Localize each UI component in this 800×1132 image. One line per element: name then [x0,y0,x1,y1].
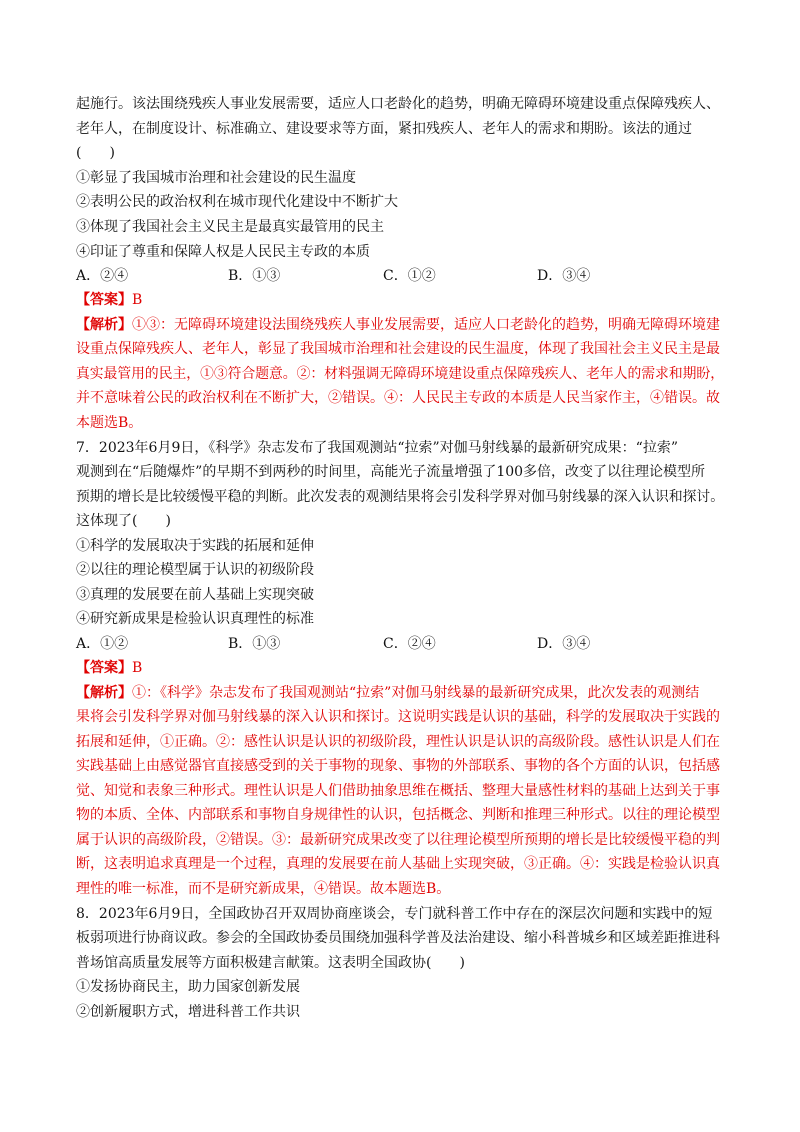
q7-analysis-line: 断，这表明追求真理是一个过程，真理的发展要在前人基础上实现突破，③正确。④：实践是检验认识真 [76,856,720,872]
q6-stem-line: 老年人，在制度设计、标准确立、建设要求等方面，紧扣残疾人、老年人的需求和期盼。该法的通过 [76,121,692,137]
q7-analysis-line: 属于认识的高级阶段，②错误。③：最新研究成果改变了以往理论模型所预期的增长是比较缓慢平稳的判 [76,832,720,848]
q7-analysis-line: 果将会引发科学界对伽马射线暴的深入认识和探讨。这说明实践是认识的基础，科学的发展取决于实践的 [76,709,720,725]
q7-item: ④研究新成果是检验认识真理性的标准 [76,611,314,627]
q7-analysis-line: 觉、知觉和表象三种形式。理性认识是人们借助抽象思维在概括、整理大量感性材料的基础上达到关于事 [76,783,720,799]
q6-analysis-line: 设重点保障残疾人、老年人，彰显了我国城市治理和社会建设的民生温度，体现了我国社会主义民主是最 [76,341,720,357]
analysis-text: ①③：无障碍环境建设法围绕残疾人事业发展需要，适应人口老龄化的趋势，明确无障碍环境建 [132,317,720,333]
analysis-text: ①：《科学》杂志发布了我国观测站“拉索”对伽马射线暴的最新研究成果，此次发表的观测结 [132,685,700,701]
q7-analysis-line: 拓展和延伸，①正确。②：感性认识是认识的初级阶段，理性认识是认识的高级阶段。感性认识是人们在 [76,734,720,750]
q8-stem-line: 板弱项进行协商议政。参会的全国政协委员围绕加强科学普及法治建设、缩小科普城乡和区域差距推进科 [76,930,720,946]
q6-answer [76,288,142,312]
q7-option-d: D．③④ [537,636,591,652]
q7-stem-line: 观测到在“后随爆炸”的早期不到两秒的时间里，高能光子流量增强了100多倍，改变了以往理论模型所 [76,464,706,480]
q7-item: ③真理的发展要在前人基础上实现突破 [76,587,314,603]
q7-analysis-line [76,681,699,705]
answer-tag: 【答案】 [76,292,132,308]
q7-stem-line: 这体现了( ) [76,513,171,529]
answer-value: B [132,292,143,308]
answer-tag: 【答案】 [76,660,132,676]
q6-item: ③体现了我国社会主义民主是最真实最管用的民主 [76,219,384,235]
q6-stem-line: 起施行。该法围绕残疾人事业发展需要，适应人口老龄化的趋势，明确无障碍环境建设重点保障残疾人、 [76,96,720,112]
q7-option-c: C．②④ [383,636,436,652]
q7-answer [76,656,142,680]
q8-stem-line: 普场馆高质量发展等方面积极建言献策。这表明全国政协( ) [76,955,465,971]
q6-option-d: D．③④ [537,268,591,284]
q6-analysis-line [76,313,720,337]
q6-analysis-line: 并不意味着公民的政治权利在不断扩大，②错误。④：人民民主专政的本质是人民当家作主，④错误。故 [76,390,720,406]
q6-item: ①彰显了我国城市治理和社会建设的民生温度 [76,170,356,186]
q6-item: ②表明公民的政治权利在城市现代化建设中不断扩大 [76,194,398,210]
q6-option-a: A．②④ [76,268,129,284]
analysis-tag: 【解析】 [76,685,132,701]
q6-option-b: B．①③ [228,268,281,284]
q7-option-b: B．①③ [228,636,281,652]
q7-stem-line: 7．2023年6月9日，《科学》杂志发布了我国观测站“拉索”对伽马射线暴的最新研究成果：“拉索” [76,440,678,456]
q6-option-c: C．①② [383,268,436,284]
q7-analysis-line: 物的本质、全体、内部联系和事物自身规律性的认识，包括概念、判断和推理三种形式。以往的理论模型 [76,807,720,823]
q6-analysis-line: 真实最管用的民主，①③符合题意。②：材料强调无障碍环境建设重点保障残疾人、老年人的需求和期盼， [76,366,724,382]
q8-item: ②创新履职方式，增进科普工作共识 [76,1004,300,1020]
q7-stem-line: 预期的增长是比较缓慢平稳的判断。此次发表的观测结果将会引发科学界对伽马射线暴的深入认识和探讨。 [76,489,724,505]
q8-stem-line: 8．2023年6月9日，全国政协召开双周协商座谈会，专门就科普工作中存在的深层次问题和实践中的短 [76,906,713,922]
q7-option-a: A．①② [76,636,129,652]
q8-item: ①发扬协商民主，助力国家创新发展 [76,979,300,995]
q6-stem-line: ( ) [76,145,115,161]
q7-analysis-line: 实践基础上由感觉器官直接感受到的关于事物的现象、事物的外部联系、事物的各个方面的认识，包括感 [76,758,720,774]
q7-analysis-line: 理性的唯一标准，而不是研究新成果，④错误。故本题选B。 [76,881,451,897]
q7-item: ②以往的理论模型属于认识的初级阶段 [76,562,314,578]
q7-item: ①科学的发展取决于实践的拓展和延伸 [76,538,314,554]
q6-analysis-line: 本题选B。 [76,415,143,431]
answer-value: B [132,660,143,676]
q6-item: ④印证了尊重和保障人权是人民民主专政的本质 [76,244,370,260]
analysis-tag: 【解析】 [76,317,132,333]
